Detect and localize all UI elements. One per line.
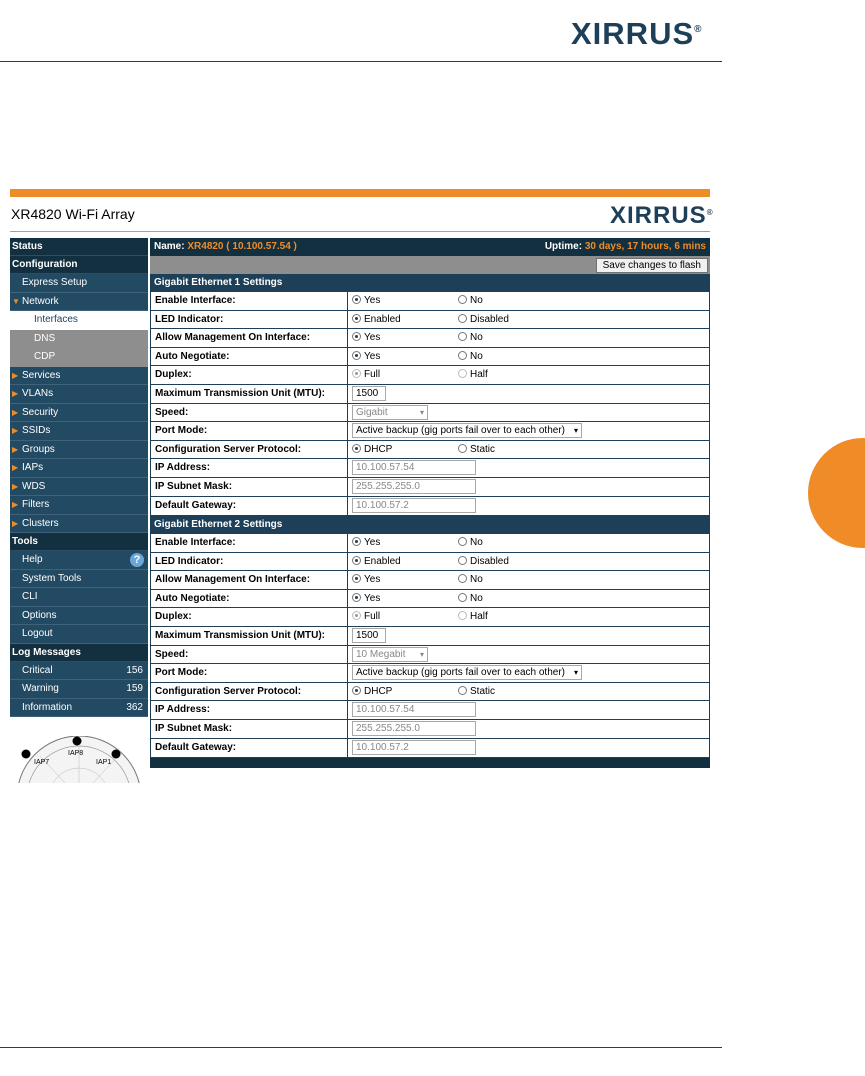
- gig2-section-title: Gigabit Ethernet 2 Settings: [150, 516, 710, 534]
- sidebar-item-clusters[interactable]: ▶ Clusters: [10, 515, 148, 534]
- sidebar-item-vlans[interactable]: ▶ VLANs: [10, 385, 148, 404]
- gig1-protocol-row: Configuration Server Protocol: DHCP Static: [150, 441, 710, 460]
- gig2-mgmt-yes-radio[interactable]: Yes: [352, 574, 380, 585]
- device-ip: ( 10.100.57.54 ): [226, 241, 297, 252]
- save-changes-button[interactable]: Save changes to flash: [596, 258, 708, 273]
- action-bar: [150, 256, 710, 274]
- gig2-duplex-full-radio[interactable]: Full: [352, 611, 380, 622]
- gig2-led-disabled-radio[interactable]: Disabled: [458, 556, 509, 567]
- iap8-label: IAP8: [68, 750, 84, 757]
- gig2-speed-select[interactable]: 10 Megabit ▾: [352, 647, 428, 662]
- sidebar-item-iaps[interactable]: ▶ IAPs: [10, 459, 148, 478]
- information-count: 362: [126, 701, 143, 713]
- warning-count: 159: [126, 683, 143, 694]
- sidebar-item-log-messages[interactable]: Log Messages: [10, 644, 148, 662]
- chevron-right-icon: ▶: [12, 407, 19, 417]
- xirrus-logo: XIRRUS®: [610, 202, 714, 229]
- chevron-right-icon: ▶: [12, 370, 19, 380]
- sidebar-item-configuration[interactable]: Configuration: [10, 256, 148, 274]
- footer-bar: [150, 758, 710, 768]
- gig1-autoneg-no-radio[interactable]: No: [458, 351, 483, 362]
- sidebar-item-logout[interactable]: Logout: [10, 625, 148, 644]
- gig2-mask-input[interactable]: 255.255.255.0: [352, 721, 476, 736]
- gig2-portmode-row: Port Mode: Active backup (gig ports fail over to each other) ▾: [150, 664, 710, 683]
- sidebar-item-cli[interactable]: CLI: [10, 588, 148, 607]
- gig1-enable-no-radio[interactable]: No: [458, 295, 483, 306]
- sidebar-item-tools[interactable]: Tools: [10, 533, 148, 551]
- sidebar-item-groups[interactable]: ▶ Groups: [10, 441, 148, 460]
- gig1-gateway-input[interactable]: 10.100.57.2: [352, 498, 476, 513]
- sidebar-item-dns[interactable]: DNS: [10, 330, 148, 349]
- sidebar-item-warning[interactable]: Warning 159: [10, 680, 148, 699]
- chevron-down-icon: ▾: [573, 426, 578, 435]
- gig1-duplex-full-radio[interactable]: Full: [352, 369, 380, 380]
- critical-count: 156: [126, 664, 143, 676]
- gig1-enable-yes-radio[interactable]: Yes: [352, 295, 380, 306]
- gig2-mask-row: IP Subnet Mask: 255.255.255.0: [150, 720, 710, 739]
- sidebar-item-system-tools[interactable]: System Tools: [10, 570, 148, 589]
- chevron-right-icon: ▶: [12, 481, 19, 491]
- sidebar-item-security[interactable]: ▶ Security: [10, 404, 148, 423]
- gig1-portmode-select[interactable]: Active backup (gig ports fail over to each other) ▾: [352, 423, 582, 438]
- gig2-gateway-row: Default Gateway: 10.100.57.2: [150, 739, 710, 758]
- gig2-ip-input[interactable]: 10.100.57.54: [352, 702, 476, 717]
- gig1-enable-row: Enable Interface: Yes No: [150, 292, 710, 311]
- gig2-autoneg-yes-radio[interactable]: Yes: [352, 593, 380, 604]
- gig2-static-radio[interactable]: Static: [458, 686, 495, 697]
- gig1-portmode-row: Port Mode: Active backup (gig ports fail over to each other) ▾: [150, 422, 710, 441]
- sidebar-item-ssids[interactable]: ▶ SSIDs: [10, 422, 148, 441]
- gig2-portmode-select[interactable]: Active backup (gig ports fail over to each other) ▾: [352, 665, 582, 680]
- gig2-protocol-row: Configuration Server Protocol: DHCP Static: [150, 683, 710, 702]
- gig1-led-disabled-radio[interactable]: Disabled: [458, 314, 509, 325]
- gig1-speed-row: Speed: Gigabit ▾: [150, 404, 710, 423]
- gig1-static-radio[interactable]: Static: [458, 444, 495, 455]
- sidebar-item-express-setup[interactable]: Express Setup: [10, 274, 148, 293]
- xirrus-logo: XIRRUS®: [571, 16, 703, 51]
- header-rule: [0, 61, 722, 62]
- gig1-duplex-row: Duplex: Full Half: [150, 366, 710, 385]
- gig2-mgmt-no-radio[interactable]: No: [458, 574, 483, 585]
- chevron-down-icon: ▼: [12, 296, 20, 306]
- gig2-mtu-input[interactable]: 1500: [352, 628, 386, 643]
- chevron-right-icon: ▶: [12, 426, 19, 435]
- chapter-tab: [808, 438, 865, 548]
- gig1-section-title: Gigabit Ethernet 1 Settings: [150, 274, 710, 292]
- gig1-mtu-row: Maximum Transmission Unit (MTU): 1500: [150, 385, 710, 404]
- gig2-enable-row: Enable Interface: Yes No: [150, 534, 710, 553]
- sidebar-item-status[interactable]: Status: [10, 238, 148, 256]
- gig2-duplex-half-radio[interactable]: Half: [458, 611, 488, 622]
- gig2-enable-yes-radio[interactable]: Yes: [352, 537, 380, 548]
- gig2-led-row: LED Indicator: Enabled Disabled: [150, 553, 710, 572]
- gig1-ip-row: IP Address: 10.100.57.54: [150, 459, 710, 478]
- gig1-autoneg-row: Auto Negotiate: Yes No: [150, 348, 710, 367]
- top-accent-bar: [10, 189, 710, 197]
- gig1-speed-select[interactable]: Gigabit ▾: [352, 405, 428, 420]
- gig2-mtu-row: Maximum Transmission Unit (MTU): 1500: [150, 627, 710, 646]
- chevron-right-icon: ▶: [12, 518, 19, 528]
- help-icon[interactable]: ?: [130, 553, 144, 567]
- web-ui-screenshot: [10, 189, 714, 782]
- gig1-led-row: LED Indicator: Enabled Disabled: [150, 311, 710, 330]
- gig2-ip-row: IP Address: 10.100.57.54: [150, 701, 710, 720]
- sidebar-item-interfaces[interactable]: Interfaces: [10, 311, 148, 330]
- sidebar-item-cdp[interactable]: CDP: [10, 348, 148, 367]
- chevron-down-icon: ▾: [573, 668, 578, 677]
- array-device-image[interactable]: [10, 736, 148, 783]
- iap7-label: IAP7: [34, 759, 50, 766]
- chevron-right-icon: ▶: [12, 444, 19, 454]
- gig2-enable-no-radio[interactable]: No: [458, 537, 483, 548]
- gig2-duplex-row: Duplex: Full Half: [150, 608, 710, 627]
- gig1-mtu-input[interactable]: 1500: [352, 386, 386, 401]
- footer-rule: [0, 1047, 722, 1048]
- gig1-mgmt-yes-radio[interactable]: Yes: [352, 332, 380, 343]
- gig2-autoneg-row: Auto Negotiate: Yes No: [150, 590, 710, 609]
- device-name: XR4820: [187, 241, 224, 252]
- sidebar-item-network[interactable]: ▼ Network: [10, 293, 148, 312]
- gig2-mgmt-row: Allow Management On Interface: Yes No: [150, 571, 710, 590]
- gig1-mgmt-row: Allow Management On Interface: Yes No: [150, 329, 710, 348]
- chevron-right-icon: ▶: [12, 389, 19, 398]
- chevron-right-icon: ▶: [12, 500, 19, 509]
- gig1-duplex-half-radio[interactable]: Half: [458, 369, 488, 380]
- gig2-gateway-input[interactable]: 10.100.57.2: [352, 740, 476, 755]
- chevron-down-icon: ▾: [419, 649, 424, 659]
- sidebar-item-filters[interactable]: ▶ Filters: [10, 496, 148, 515]
- gig2-autoneg-no-radio[interactable]: No: [458, 593, 483, 604]
- chevron-down-icon: ▾: [419, 407, 424, 417]
- gig1-dhcp-radio[interactable]: DHCP: [352, 444, 392, 455]
- gig2-dhcp-radio[interactable]: DHCP: [352, 686, 392, 697]
- sidebar-item-wds[interactable]: ▶ WDS: [10, 478, 148, 497]
- device-info-bar: Name: XR4820 ( 10.100.57.54 ) Uptime: 30 days, 17 hours, 6 mins: [150, 238, 710, 256]
- uptime: Uptime: 30 days, 17 hours, 6 mins: [544, 241, 706, 252]
- sidebar-item-help[interactable]: Help ?: [10, 551, 148, 570]
- gig1-mgmt-no-radio[interactable]: No: [458, 332, 483, 343]
- gig1-gateway-row: Default Gateway: 10.100.57.2: [150, 497, 710, 516]
- gig2-led-enabled-radio[interactable]: Enabled: [352, 556, 401, 567]
- sidebar-item-critical[interactable]: Critical 156: [10, 662, 148, 681]
- page-title: XR4820 Wi-Fi Array: [11, 206, 135, 222]
- gig1-mask-row: IP Subnet Mask: 255.255.255.0: [150, 478, 710, 497]
- sidebar: [10, 238, 148, 717]
- main-content: [150, 238, 710, 768]
- gig1-led-enabled-radio[interactable]: Enabled: [352, 314, 401, 325]
- sidebar-item-information[interactable]: Information 362: [10, 699, 148, 718]
- gig1-mask-input[interactable]: 255.255.255.0: [352, 479, 476, 494]
- gig1-autoneg-yes-radio[interactable]: Yes: [352, 351, 380, 362]
- divider: [10, 231, 710, 232]
- sidebar-item-options[interactable]: Options: [10, 607, 148, 626]
- gig2-speed-row: Speed: 10 Megabit ▾: [150, 646, 710, 665]
- gig1-ip-input[interactable]: 10.100.57.54: [352, 460, 476, 475]
- iap1-label: IAP1: [96, 759, 112, 766]
- sidebar-item-services[interactable]: ▶ Services: [10, 367, 148, 386]
- chevron-right-icon: ▶: [12, 463, 19, 472]
